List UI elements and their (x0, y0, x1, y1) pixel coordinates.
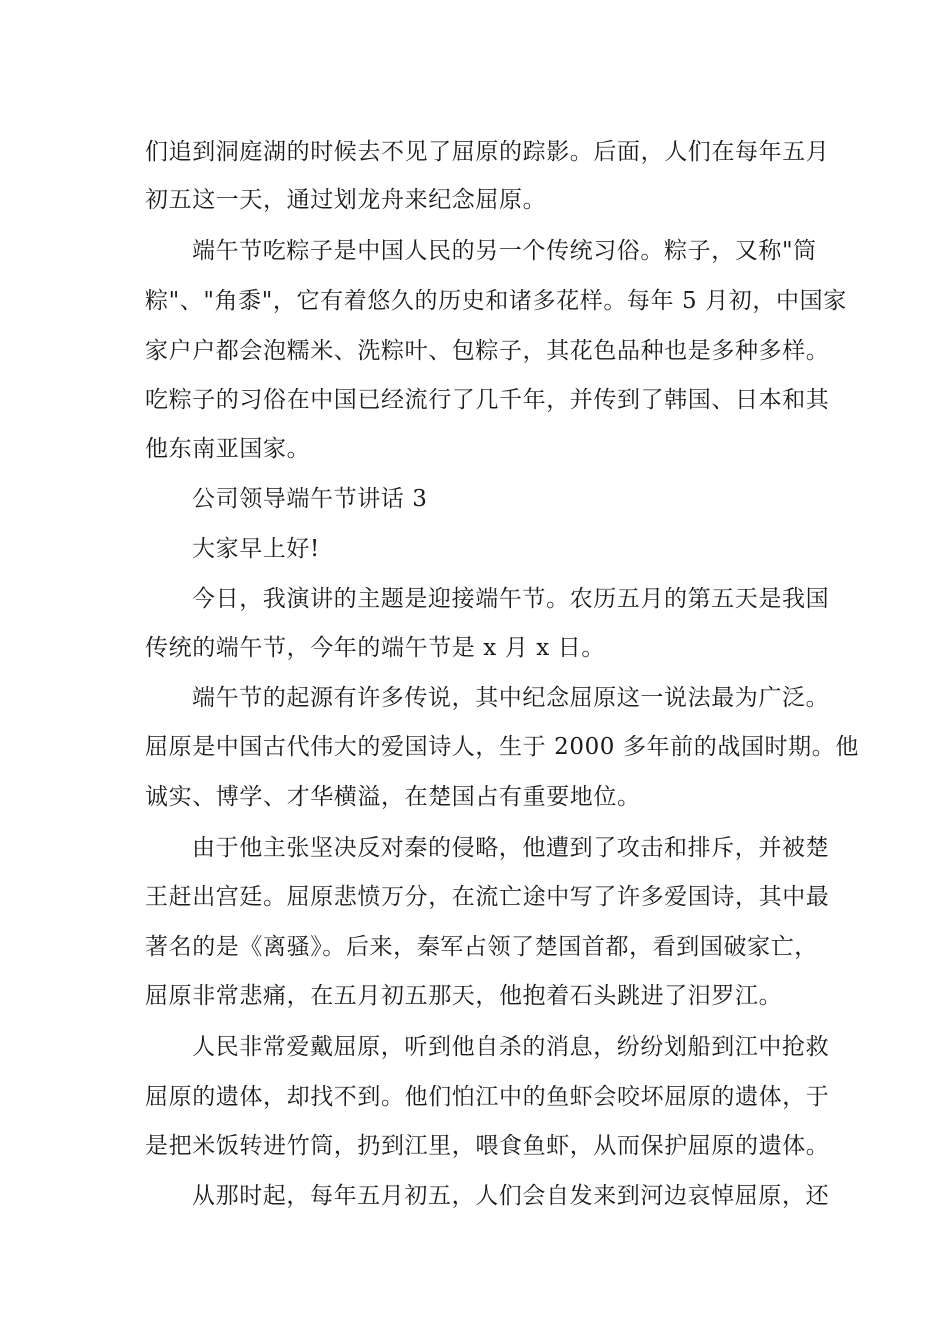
text-line: 从那时起，每年五月初五，人们会自发来到河边哀悼屈原，还 (192, 1183, 830, 1209)
text-line: 粽"、"角黍"，它有着悠久的历史和诸多花样。每年 5 月初，中国家 (145, 288, 847, 314)
text-line: 吃粽子的习俗在中国已经流行了几千年，并传到了韩国、日本和其 (145, 387, 830, 413)
text-line: 王赶出宫廷。屈原悲愤万分，在流亡途中写了许多爱国诗，其中最 (145, 884, 830, 910)
text-line: 屈原的遗体，却找不到。他们怕江中的鱼虾会咬坏屈原的遗体，于 (145, 1084, 830, 1110)
text-line: 端午节的起源有许多传说，其中纪念屈原这一说法最为广泛。 (192, 685, 830, 711)
text-line: 端午节吃粽子是中国人民的另一个传统习俗。粽子，又称"筒 (192, 238, 817, 264)
section-title: 公司领导端午节讲话 3 (192, 486, 428, 512)
text-line: 今日，我演讲的主题是迎接端午节。农历五月的第五天是我国 (192, 586, 830, 612)
text-line: 由于他主张坚决反对秦的侵略，他遭到了攻击和排斥，并被楚 (192, 835, 830, 861)
text-line: 是把米饭转进竹筒，扔到江里，喂食鱼虾，从而保护屈原的遗体。 (145, 1133, 830, 1159)
text-line: 他东南亚国家。 (145, 436, 311, 462)
text-line: 屈原非常悲痛，在五月初五那天，他抱着石头跳进了汨罗江。 (145, 983, 783, 1009)
greeting: 大家早上好! (192, 536, 320, 562)
text-line: 人民非常爱戴屈原，听到他自杀的消息，纷纷划船到江中抢救 (192, 1034, 830, 1060)
text-line: 初五这一天，通过划龙舟来纪念屈原。 (145, 187, 547, 213)
text-line: 著名的是《离骚》。后来，秦军占领了楚国首都，看到国破家亡， (145, 934, 818, 960)
text-line: 们追到洞庭湖的时候去不见了屈原的踪影。后面，人们在每年五月 (145, 139, 830, 165)
text-line: 诚实、博学、才华横溢，在楚国占有重要地位。 (145, 784, 641, 810)
text-line: 屈原是中国古代伟大的爱国诗人，生于 2000 多年前的战国时期。他 (145, 734, 859, 760)
text-line: 传统的端午节，今年的端午节是 x 月 x 日。 (145, 635, 605, 661)
text-line: 家户户都会泡糯米、洗粽叶、包粽子，其花色品种也是多种多样。 (145, 338, 830, 364)
